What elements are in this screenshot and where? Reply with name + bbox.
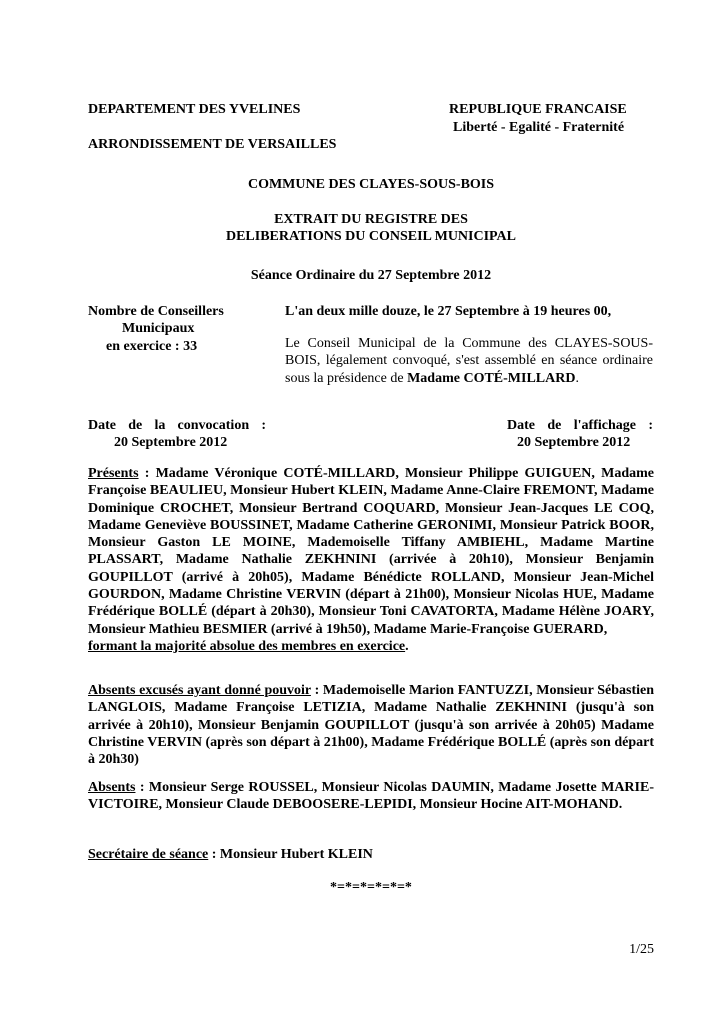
- presents-list: Madame Véronique COTÉ-MILLARD, Monsieur Philippe GUIGUEN, Madame Françoise BEAULIEU, Monsieur Hubert KLEIN, Madame Anne-Claire FREMONT, Madame Dominique CROCHET, Monsieur Bertrand COQUARD, Monsieur Jean-Jacques LE COQ, Madame Geneviève BOUSSINET, Madame Catherine GERONIMI, Monsieur Patrick BOOR, Monsieur Gaston LE MOINE, Mademoiselle Tiffany AMBIEHL, Madame Martine PLASSART, Madame Nathalie ZEKHNINI (arrivée à 20h10), Monsieur Benjamin GOUPILLOT (arrivé à 20h05), Madame Bénédicte ROLLAND, Monsieur Jean-Michel GOURDON, Madame Christine VERVIN (départ à 21h00), Monsieur Nicolas HUE, Madame Frédérique BOLLÉ (départ à 20h30), Monsieur Toni CAVATORTA, Madame Hélène JOARY, Monsieur Mathieu BESMIER (arrivé à 19h50), Madame Marie-Françoise GUERARD,: [88, 466, 654, 637]
- secretaire-name: Monsieur Hubert KLEIN: [219, 847, 373, 862]
- convocation-label: Date de la convocation :: [88, 418, 266, 433]
- conseillers-line-1: Nombre de Conseillers: [88, 304, 224, 319]
- extrait-line-1: EXTRAIT DU REGISTRE DES: [274, 212, 468, 227]
- conseil-text: Le Conseil Municipal de la Commune des CLAYES-SOUS-BOIS, légalement convoqué, s'est assemblé en séance ordinaire sous la présidence de: [285, 336, 653, 386]
- absents-label: Absents: [88, 780, 136, 795]
- seance-date-line: L'an deux mille douze, le 27 Septembre à 19 heures 00,: [285, 304, 612, 319]
- presents-sep: :: [138, 466, 156, 481]
- devise: Liberté - Egalité - Fraternité: [453, 120, 625, 135]
- absents-sep: :: [135, 780, 149, 795]
- arrondissement-heading: ARRONDISSEMENT DE VERSAILLES: [88, 137, 337, 152]
- affichage-label: Date de l'affichage :: [507, 418, 653, 433]
- absents-list: Monsieur Serge ROUSSEL, Monsieur Nicolas DAUMIN, Madame Josette MARIE-VICTOIRE, Monsieur Claude DEBOOSERE-LEPIDI, Monsieur Hocine AIT-MOHAND.: [88, 780, 654, 813]
- departement-heading: DEPARTEMENT DES YVELINES: [88, 102, 301, 117]
- presents-paragraph: [88, 465, 654, 655]
- commune-title: COMMUNE DES CLAYES-SOUS-BOIS: [247, 177, 495, 192]
- convocation-date: 20 Septembre 2012: [114, 435, 228, 450]
- absents-excuses-paragraph: [88, 682, 654, 768]
- majorite-text: formant la majorité absolue des membres en exercice: [88, 638, 406, 654]
- president-name: Madame COTÉ-MILLARD: [407, 370, 576, 386]
- seance-title: Séance Ordinaire du 27 Septembre 2012: [250, 268, 492, 283]
- absents-paragraph: [88, 779, 654, 814]
- absents-excuses-sep: :: [310, 683, 323, 698]
- conseillers-line-3: en exercice : 33: [106, 338, 198, 354]
- secretaire-label: Secrétaire de séance: [88, 847, 209, 862]
- absents-excuses-label: Absents excusés ayant donné pouvoir: [88, 683, 311, 698]
- conseil-paragraph: [285, 335, 653, 387]
- page-number: 1/25: [629, 942, 654, 957]
- extrait-title: [88, 211, 654, 246]
- conseillers-count: [88, 303, 248, 355]
- majorite-end: .: [405, 638, 409, 654]
- conseil-end: .: [575, 370, 579, 386]
- extrait-line-2: DELIBERATIONS DU CONSEIL MUNICIPAL: [225, 229, 517, 245]
- absents-excuses-list: Mademoiselle Marion FANTUZZI, Monsieur Sébastien LANGLOIS, Madame Françoise LETIZIA, Madame Nathalie ZEKHNINI (jusqu'à son arrivée à 20h10), Monsieur Benjamin GOUPILLOT (jusqu'à son arrivée à 20h05) Madame Christine VERVIN (après son départ à 21h00), Madame Frédérique BOLLÉ (après son départ à 20h30): [88, 683, 654, 768]
- secretaire-line: [88, 846, 654, 863]
- affichage-date: 20 Septembre 2012: [517, 435, 631, 450]
- presents-label: Présents: [88, 466, 139, 481]
- conseillers-line-2: Municipaux: [122, 321, 195, 337]
- separator-stars: *=*=*=*=*=*: [330, 880, 412, 895]
- secretaire-sep: :: [208, 847, 220, 862]
- republique-heading: REPUBLIQUE FRANCAISE: [449, 102, 627, 117]
